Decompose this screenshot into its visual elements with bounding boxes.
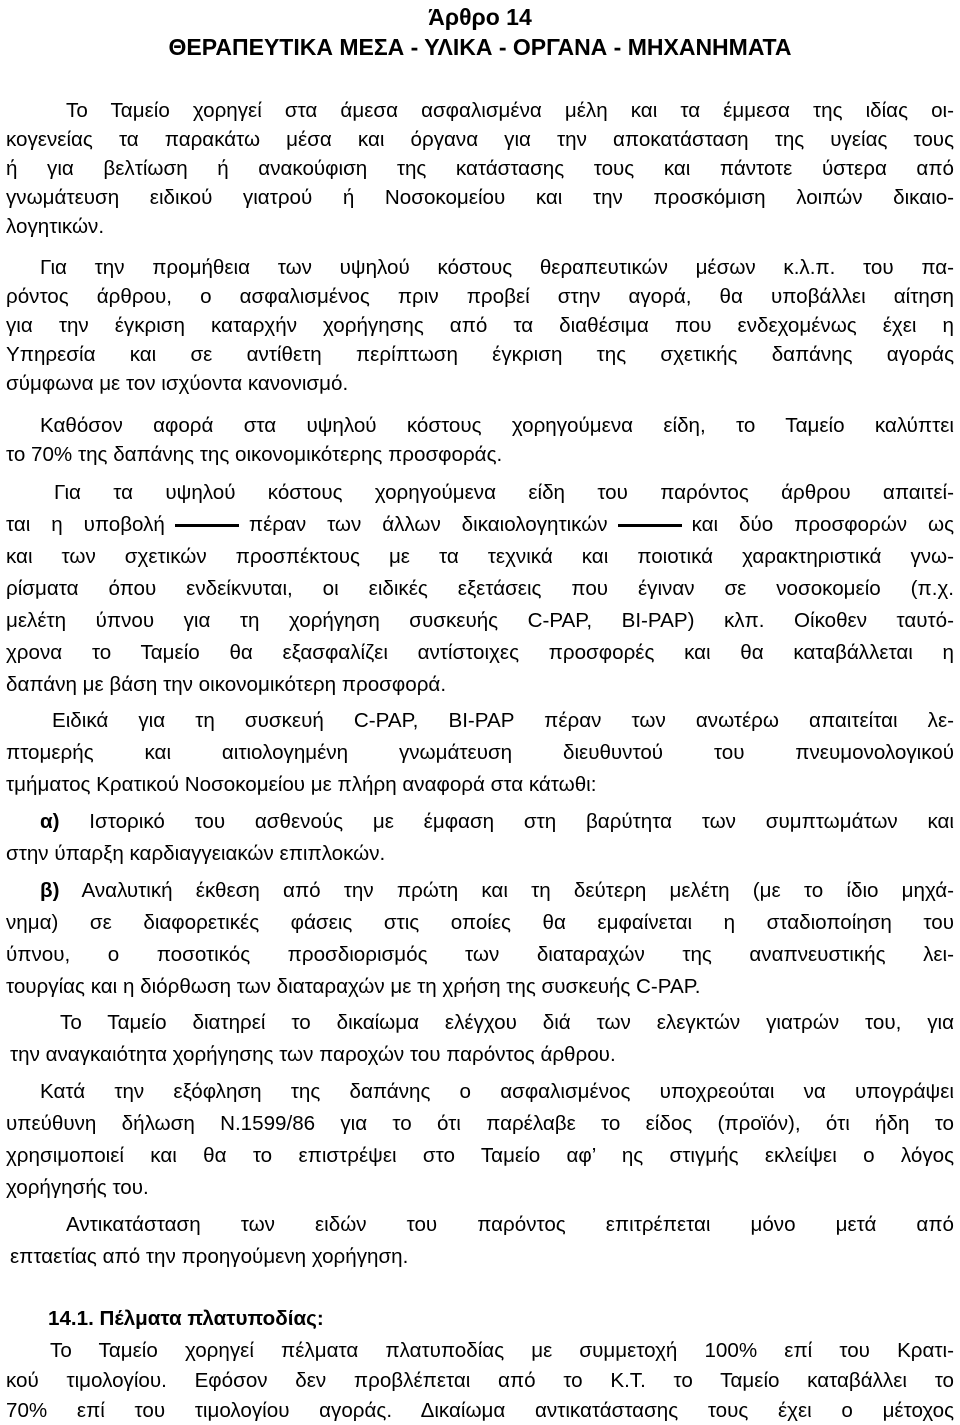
paragraph-line: σύμφωνα με τον ισχύοντα κανονισμό. bbox=[6, 372, 349, 395]
paragraph-line: γνωμάτευση ειδικού γιατρού ή Νοσοκομείου και την προσκόμιση λοιπών δικαιο- bbox=[6, 186, 954, 209]
paragraph-line: κογενείας τα παρακάτω μέσα και όργανα για την αποκατάσταση της υγείας τους bbox=[6, 128, 954, 151]
paragraph-line bbox=[6, 510, 954, 539]
article-heading: Άρθρο 14 bbox=[428, 4, 532, 30]
paragraph-line: Αντικατάσταση των ειδών του παρόντος επιτρέπεται μόνο μετά από bbox=[66, 1213, 954, 1236]
paragraph-line: πτομερής και αιτιολογημένη γνωμάτευση διευθυντού του πνευμονολογικού bbox=[6, 741, 954, 764]
paragraph-line: Για την προμήθεια των υψηλού κόστους θεραπευτικών μέσων κ.λ.π. του πα- bbox=[40, 256, 954, 279]
paragraph-line: χρονα το Ταμείο θα εξασφαλίζει αντίστοιχες προσφορές και θα καταβάλλεται η bbox=[6, 641, 954, 664]
paragraph-line: Κατά την εξόφληση της δαπάνης ο ασφαλισμένος υποχρεούται να υπογράψει bbox=[40, 1080, 954, 1103]
paragraph-line: και των σχετικών προσπέκτους με τα τεχνικά και ποιοτικά χαρακτηριστικά γνω- bbox=[6, 545, 954, 568]
paragraph-line: Υπηρεσία και σε αντίθετη περίπτωση έγκριση της σχετικής δαπάνης αγοράς bbox=[6, 343, 954, 366]
line-segment: πέραν των άλλων δικαιολογητικών bbox=[248, 513, 608, 536]
paragraph-line: Το Ταμείο χορηγεί πέλματα πλατυποδίας με συμμετοχή 100% επί του Κρατι- bbox=[50, 1339, 954, 1362]
paragraph-line: Ειδικά για τη συσκευή C-PAP, BI-PAP πέραν των ανωτέρω απαιτείται λε- bbox=[52, 709, 954, 732]
article-subheading: ΘΕΡΑΠΕΥΤΙΚΑ ΜΕΣΑ - ΥΛΙΚΑ - ΟΡΓΑΝΑ - ΜΗΧΑΝΗΜΑΤΑ bbox=[168, 34, 792, 60]
paragraph-line: τμήματος Κρατικού Νοσοκομείου με πλήρη αναφορά στα κάτωθι: bbox=[6, 773, 597, 796]
paragraph-line: ύπνου, ο ποσοτικός προσδιορισμός των διαταραχών της αναπνευστικής λει- bbox=[6, 943, 954, 966]
list-item-text: Αναλυτική έκθεση από την πρώτη και τη δεύτερη μελέτη (με το ίδιο μηχά- bbox=[81, 879, 955, 902]
section-number: 14.1. bbox=[48, 1307, 94, 1330]
paragraph-line: ρόντος άρθρου, ο ασφαλισμένος πριν προβεί στην αγορά, θα υποβάλλει αίτηση bbox=[6, 285, 954, 308]
paragraph-line: χορήγησής του. bbox=[6, 1176, 149, 1199]
paragraph-line: μελέτη ύπνου για τη χορήγηση συσκευής C-PAP, BI-PAP) κλπ. Οίκοθεν ταυτό- bbox=[6, 609, 954, 632]
paragraph-line: Το Ταμείο διατηρεί το δικαίωμα ελέγχου διά των ελεγκτών γιατρών του, για bbox=[60, 1011, 954, 1034]
paragraph-line: επταετίας από την προηγούμενη χορήγηση. bbox=[10, 1245, 409, 1268]
line-segment: ται η υποβολή bbox=[6, 513, 165, 536]
section-title: Πέλματα πλατυποδίας: bbox=[99, 1307, 324, 1330]
paragraph-line: το 70% της δαπάνης της οικονομικότερης προσφοράς. bbox=[6, 443, 503, 466]
paragraph-line: χρησιμοποιεί και θα το επιστρέψει στο Ταμείο αφ’ ης στιγμής εκλείψει ο λόγος bbox=[6, 1144, 954, 1167]
section-heading bbox=[48, 1304, 954, 1333]
paragraph-line: κού τιμολογίου. Εφόσον δεν προβλέπεται από το Κ.Τ. το Ταμείο καταβάλλει το bbox=[6, 1369, 954, 1392]
paragraph-line: 70% επί του τιμολογίου αγοράς. Δικαίωμα αντικατάστασης τους έχει ο μέτοχος bbox=[6, 1399, 954, 1422]
list-marker: α) bbox=[40, 810, 60, 833]
list-item-b bbox=[40, 876, 954, 905]
em-dash-rule bbox=[175, 524, 239, 527]
paragraph-line: Καθόσον αφορά στα υψηλού κόστους χορηγούμενα είδη, το Ταμείο καλύπτει bbox=[40, 414, 954, 437]
paragraph-line: νημα) σε διαφορετικές φάσεις στις οποίες θα εμφαίνεται η σταδιοποίηση του bbox=[6, 911, 954, 934]
paragraph-line: ή για βελτίωση ή ανακούφιση της κατάστασης τους και πάντοτε ύστερα από bbox=[6, 157, 954, 180]
paragraph-line: Το Ταμείο χορηγεί στα άμεσα ασφαλισμένα μέλη και τα έμμεσα της ιδίας οι- bbox=[66, 99, 954, 122]
paragraph-line: Για τα υψηλού κόστους χορηγούμενα είδη του παρόντος άρθρου απαιτεί- bbox=[54, 481, 954, 504]
paragraph-line: υπεύθυνη δήλωση Ν.1599/86 για το ότι παρέλαβε το είδος (προϊόν), ότι ήδη το bbox=[6, 1112, 954, 1135]
em-dash-rule bbox=[618, 524, 682, 527]
paragraph-line: στην ύπαρξη καρδιαγγειακών επιπλοκών. bbox=[6, 842, 386, 865]
line-segment: και δύο προσφορών ως bbox=[691, 513, 955, 536]
paragraph-line: δαπάνη με βάση την οικονομικότερη προσφορά. bbox=[6, 673, 447, 696]
list-item-text: Ιστορικό του ασθενούς με έμφαση στη βαρύτητα των συμπτωμάτων και bbox=[89, 810, 954, 833]
list-marker: β) bbox=[40, 879, 60, 902]
paragraph-line: την αναγκαιότητα χορήγησης των παροχών του παρόντος άρθρου. bbox=[10, 1043, 616, 1066]
paragraph-line: λογητικών. bbox=[6, 215, 105, 238]
paragraph-line: ρίσματα όπου ενδείκνυται, οι ειδικές εξετάσεις που έγιναν σε νοσοκομείο (π.χ. bbox=[6, 577, 954, 600]
paragraph-line: για την έγκριση καταρχήν χορήγησης από τα διαθέσιμα που ενδεχομένως έχει η bbox=[6, 314, 954, 337]
paragraph-line: τουργίας και η διόρθωση των διαταραχών με τη χρήση της συσκευής C-PAP. bbox=[6, 975, 701, 998]
list-item-a bbox=[40, 807, 954, 836]
